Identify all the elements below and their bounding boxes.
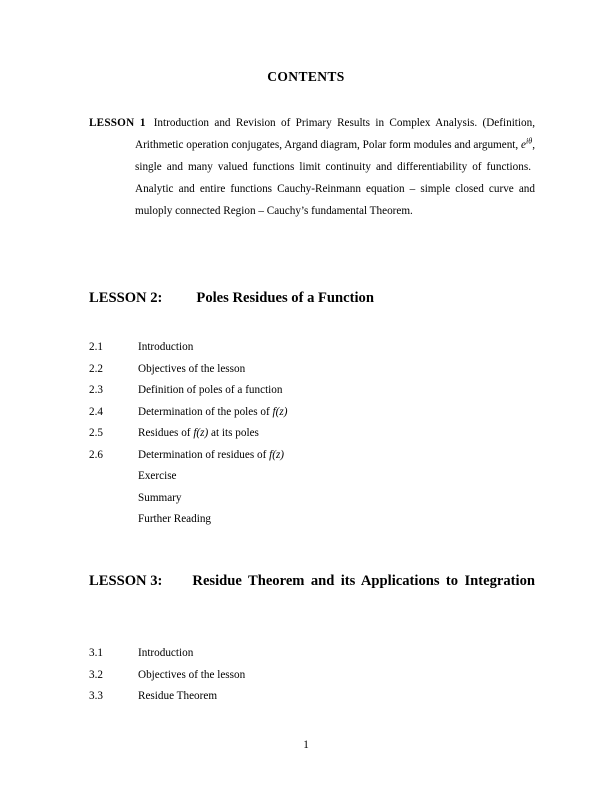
toc-entry-label: [138, 445, 284, 467]
toc-entry-label: [138, 402, 287, 424]
toc-entry-math: f(z): [272, 405, 288, 418]
lesson-2-number: LESSON 2:: [89, 290, 163, 306]
lesson-1-text-part2: , single and many valued functions limit continuity and differentiability of functions.: [135, 139, 535, 173]
toc-entry-label-text: Residue Theorem: [138, 690, 218, 702]
page-number: 1: [303, 739, 309, 751]
toc-entry[interactable]: [89, 466, 489, 488]
toc-entry-label-text: Determination of the poles of: [138, 405, 273, 418]
toc-entry-number: 2.5: [89, 427, 103, 439]
toc-entry-math: f(z): [193, 427, 209, 439]
page-title: CONTENTS: [267, 69, 345, 84]
lesson-1-text-part1: Introduction and Revision of Primary Results in Complex Analysis. (Definition, Arithmetic operation conjugates, Argand diagram, Polar form modules and argument,: [135, 117, 536, 151]
toc-entry-math: f(z): [269, 448, 285, 461]
toc-entry-label: [138, 488, 182, 510]
toc-entry[interactable]: [89, 665, 489, 687]
toc-entry-number: 2.2: [89, 362, 103, 375]
toc-entry-label: [138, 423, 259, 445]
toc-entry[interactable]: [89, 488, 489, 510]
toc-entry[interactable]: [89, 509, 489, 531]
toc-entry-number: 2.4: [89, 405, 103, 418]
toc-entry-number: 3.2: [89, 668, 103, 681]
toc-entry-label-text: Summary: [138, 491, 182, 504]
toc-entry-label-text: Exercise: [138, 470, 177, 482]
toc-entry-label: [138, 665, 245, 687]
lesson-2-contents-list: [89, 337, 489, 531]
lesson-3-contents-list: [89, 643, 489, 708]
toc-entry[interactable]: [89, 337, 489, 359]
toc-entry[interactable]: [89, 423, 489, 445]
toc-entry-label: [138, 509, 211, 531]
lesson-3-heading: [89, 566, 535, 626]
lesson-1-math-base: e: [521, 139, 526, 151]
toc-entry-label-text: Determination of residues of: [138, 448, 270, 461]
toc-entry-number: 3.3: [89, 690, 103, 702]
toc-entry[interactable]: [89, 445, 489, 467]
toc-entry-label-text: Residues of: [138, 427, 194, 439]
lesson-1-label: LESSON 1: [89, 117, 146, 129]
toc-entry-label-text: Introduction: [138, 647, 194, 659]
toc-entry-label: [138, 686, 217, 708]
toc-entry[interactable]: [89, 643, 489, 665]
toc-entry-label: [138, 337, 193, 359]
toc-entry-number: 2.1: [89, 341, 103, 353]
toc-entry-number: 2.6: [89, 448, 103, 461]
toc-entry-label-text: Objectives of the lesson: [138, 362, 246, 375]
toc-entry-label-suffix: at its poles: [208, 427, 259, 439]
toc-entry-label-text: Further Reading: [138, 513, 212, 525]
lesson-2-heading: [89, 283, 535, 313]
toc-entry[interactable]: [89, 402, 489, 424]
lesson-3-title: Residue Theorem and its Applications to Integration: [192, 573, 535, 589]
lesson-1-text-part3: Analytic and entire functions Cauchy-Reinmann equation – simple closed curve and muloply connected Region – Cauchy’s fundamental Theorem.: [135, 183, 535, 217]
toc-entry-label: [138, 466, 177, 488]
toc-entry[interactable]: [89, 380, 489, 402]
toc-entry-number: 2.3: [89, 384, 103, 396]
toc-entry-label-text: Objectives of the lesson: [138, 668, 246, 681]
lesson-1-math-exponent: iθ: [526, 136, 533, 146]
lesson-3-number: LESSON 3:: [89, 573, 163, 589]
toc-entry-label: [138, 380, 282, 402]
toc-entry-label: [138, 643, 193, 665]
lesson-2-title: Poles Residues of a Function: [196, 290, 374, 306]
toc-entry-label-text: Introduction: [138, 341, 194, 353]
lesson-1-paragraph: [89, 112, 535, 222]
toc-entry[interactable]: [89, 686, 489, 708]
lesson-1-entry: [89, 112, 535, 222]
toc-entry-label-text: Definition of poles of a function: [138, 384, 283, 396]
toc-entry-number: 3.1: [89, 647, 103, 659]
toc-entry-label: [138, 359, 245, 381]
toc-entry[interactable]: [89, 359, 489, 381]
